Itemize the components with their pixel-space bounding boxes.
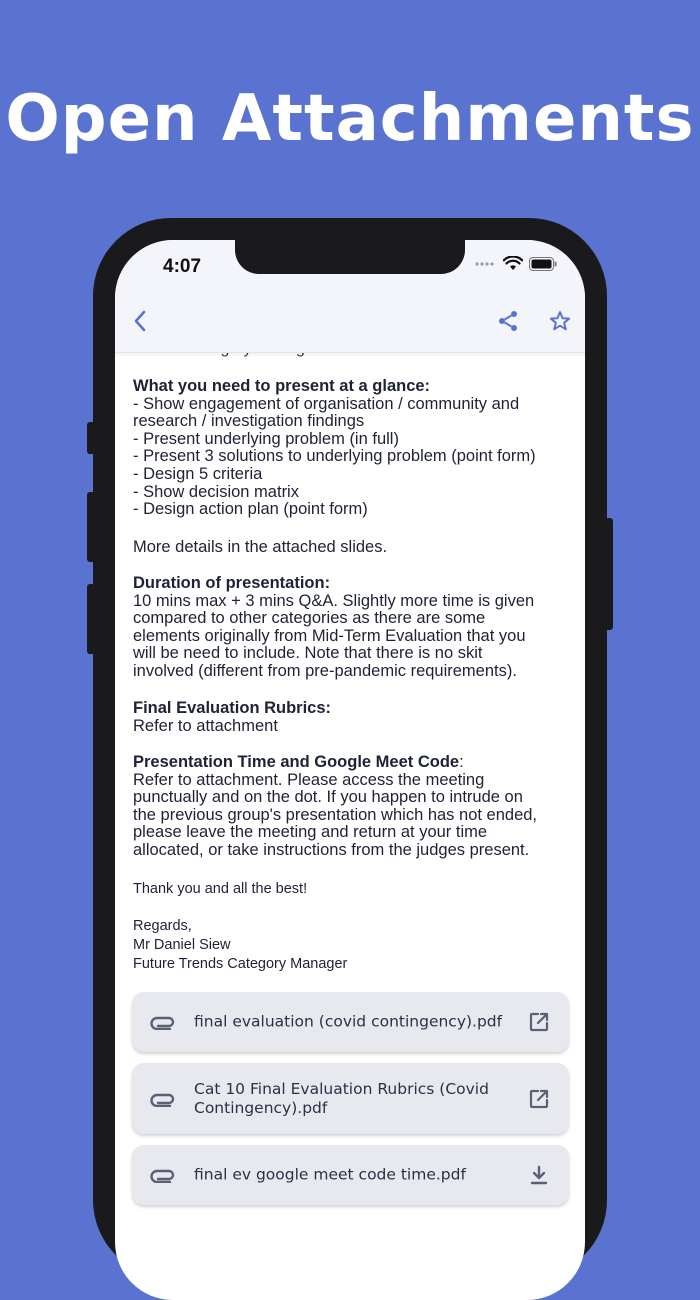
duration-section <box>133 575 534 681</box>
glance-line: - Present 3 solutions to underlying problem (point form) <box>133 447 536 466</box>
paperclip-icon <box>150 1014 176 1030</box>
attachment-name: Cat 10 Final Evaluation Rubrics (Covid Contingency).pdf <box>194 1079 489 1117</box>
rubrics-heading: Final Evaluation Rubrics: <box>133 699 332 717</box>
share-button[interactable] <box>493 306 523 336</box>
attachment-item[interactable] <box>132 992 569 1052</box>
attachment-name: final evaluation (covid contingency).pdf <box>194 1012 503 1031</box>
app-toolbar <box>115 240 585 353</box>
signature-line: Mr Daniel Siew <box>133 937 231 953</box>
rubrics-line: Refer to attachment <box>133 716 278 735</box>
star-icon <box>548 309 572 333</box>
favorite-button[interactable] <box>545 306 575 336</box>
meet-section <box>133 754 537 860</box>
open-external-icon[interactable] <box>527 1087 551 1111</box>
meet-heading: Presentation Time and Google Meet Code <box>133 753 460 771</box>
open-external-icon[interactable] <box>527 1010 551 1034</box>
glance-line: - Show engagement of organisation / community and <box>133 394 520 413</box>
back-arrow-icon <box>131 309 149 333</box>
duration-heading: Duration of presentation: <box>133 574 331 592</box>
meet-line: Refer to attachment. Please access the meeting <box>133 770 485 789</box>
duration-line: involved (different from pre-pandemic requirements). <box>133 661 517 680</box>
share-icon <box>496 309 520 333</box>
glance-section <box>133 378 536 519</box>
paperclip-icon <box>150 1091 176 1107</box>
glance-line: research / investigation findings <box>133 412 365 431</box>
phone-screen <box>115 240 585 1300</box>
attachment-item[interactable] <box>132 1145 569 1205</box>
attachment-item[interactable] <box>132 1063 569 1134</box>
duration-line: 10 mins max + 3 mins Q&A. Slightly more time is given <box>133 591 535 610</box>
back-button[interactable] <box>125 306 155 336</box>
details-line: More details in the attached slides. <box>133 538 388 556</box>
meet-heading-suffix: : <box>459 753 464 771</box>
duration-line: will be need to include. Note that there is no skit <box>133 644 483 663</box>
attachment-name: final ev google meet code time.pdf <box>194 1165 466 1184</box>
duration-line: elements originally from Mid-Term Evaluation that you <box>133 626 526 645</box>
meet-line: allocated, or take instructions from the judges present. <box>133 840 530 859</box>
status-time: 4:07 <box>163 256 202 277</box>
glance-heading: What you need to present at a glance: <box>133 377 431 395</box>
meet-line: the previous group's presentation which has not ended, <box>133 805 538 824</box>
glance-line: - Design 5 criteria <box>133 464 263 483</box>
signature-line: Future Trends Category Manager <box>133 956 348 972</box>
meet-line: punctually and on the dot. If you happen to intrude on <box>133 788 523 807</box>
wifi-icon <box>503 256 523 271</box>
promo-headline: Open Attachments <box>5 82 695 156</box>
battery-icon <box>529 257 557 271</box>
paperclip-icon <box>150 1167 176 1183</box>
glance-line: - Show decision matrix <box>133 482 299 501</box>
glance-line: - Design action plan (point form) <box>133 500 368 519</box>
signal-icon <box>475 261 497 267</box>
status-icons <box>475 256 557 271</box>
rubrics-section <box>133 700 331 735</box>
thanks-line: Thank you and all the best! <box>133 881 308 897</box>
phone-notch <box>235 240 465 274</box>
duration-line: compared to other categories as there are some <box>133 609 486 628</box>
glance-line: - Present underlying problem (in full) <box>133 429 399 448</box>
download-icon[interactable] <box>527 1163 551 1187</box>
signature-line: Regards, <box>133 918 192 934</box>
meet-line: please leave the meeting and return at your time <box>133 823 488 842</box>
signature <box>133 917 347 974</box>
